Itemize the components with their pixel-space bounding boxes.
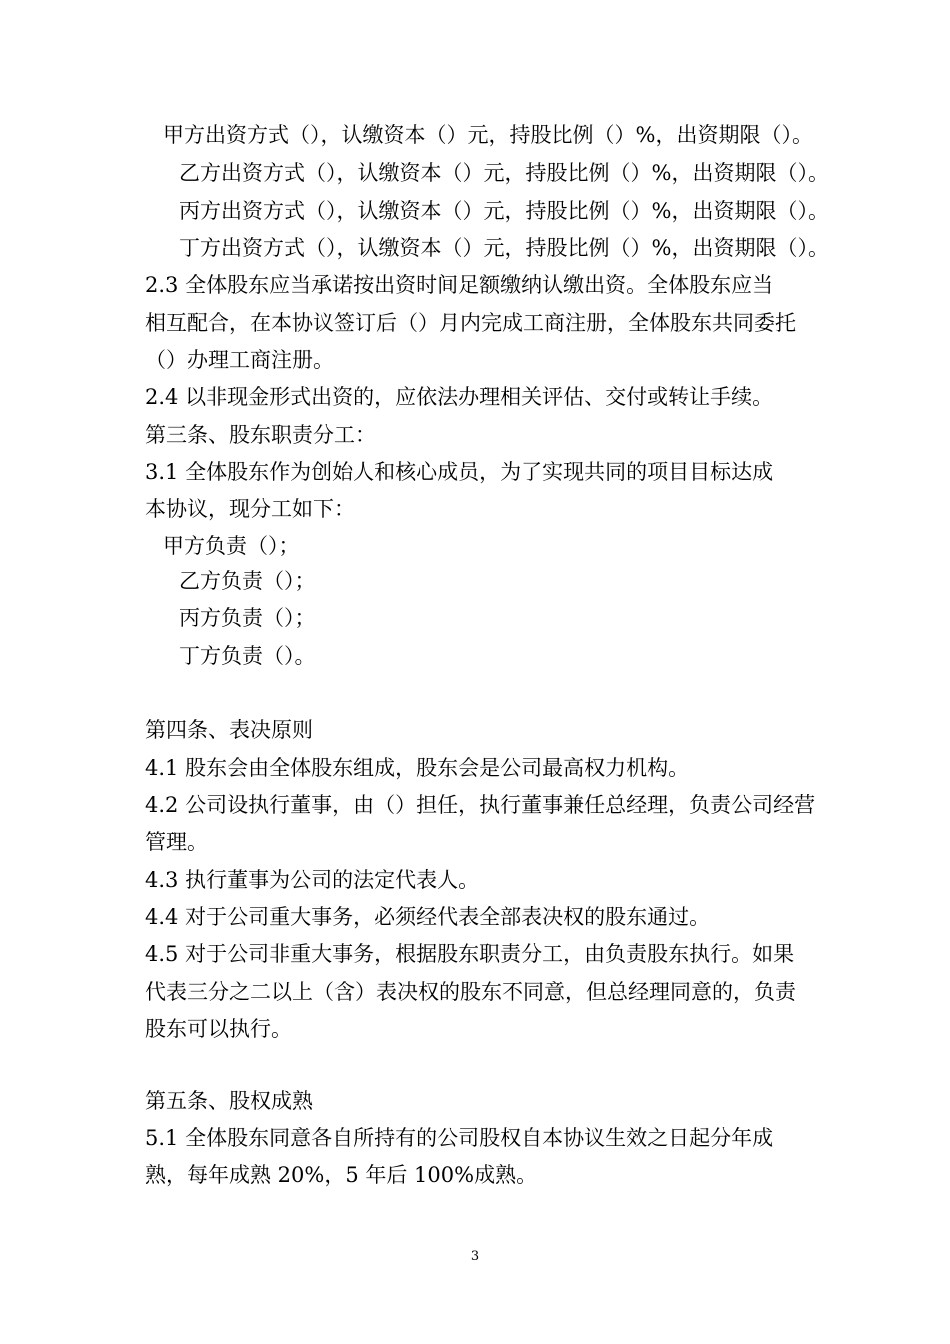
text-line-party-a-duty: 甲方负责（）； (163, 534, 300, 558)
text-line-party-a-contribution: 甲方出资方式（），认缴资本（）元，持股比例（）%，出资期限（）。 (163, 123, 813, 147)
text-line-clause-5-1: 5.1 全体股东同意各自所持有的公司股权自本协议生效之日起分年成 (145, 1126, 774, 1150)
text-line-clause-4-5-cont-2: 股东可以执行。 (145, 1017, 292, 1041)
page-number: 3 (470, 1249, 480, 1264)
text-line-party-b-contribution: 乙方出资方式（），认缴资本（）元，持股比例（）%，出资期限（）。 (179, 161, 829, 185)
text-line-clause-4-1: 4.1 股东会由全体股东组成，股东会是公司最高权力机构。 (145, 756, 690, 780)
text-line-clause-2-4: 2.4 以非现金形式出资的，应依法办理相关评估、交付或转让手续。 (145, 385, 774, 409)
section-heading-article-4: 第四条、表决原则 (145, 718, 313, 742)
text-line-clause-4-2-cont: 管理。 (145, 830, 208, 854)
text-line-party-c-contribution: 丙方出资方式（），认缴资本（）元，持股比例（）%，出资期限（）。 (179, 199, 829, 223)
text-line-clause-4-3: 4.3 执行董事为公司的法定代表人。 (145, 868, 480, 892)
text-line-clause-2-3-cont-2: （）办理工商注册。 (145, 348, 334, 372)
text-line-party-c-duty: 丙方负责（）； (179, 606, 316, 630)
section-heading-article-5: 第五条、股权成熟 (145, 1089, 313, 1113)
text-line-clause-4-4: 4.4 对于公司重大事务，必须经代表全部表决权的股东通过。 (145, 905, 711, 929)
text-line-clause-4-2: 4.2 公司设执行董事，由（）担任，执行董事兼任总经理，负责公司经营 (145, 793, 816, 817)
section-heading-article-3: 第三条、股东职责分工： (145, 423, 376, 447)
text-line-party-d-duty: 丁方负责（）。 (179, 644, 316, 668)
text-line-clause-2-3-cont-1: 相互配合，在本协议签订后（）月内完成工商注册，全体股东共同委托 (145, 311, 796, 335)
text-line-party-d-contribution: 丁方出资方式（），认缴资本（）元，持股比例（）%，出资期限（）。 (179, 236, 829, 260)
text-line-clause-3-1: 3.1 全体股东作为创始人和核心成员，为了实现共同的项目目标达成 (145, 460, 774, 484)
text-line-party-b-duty: 乙方负责（）； (179, 569, 316, 593)
text-line-clause-3-1-cont: 本协议，现分工如下： (145, 497, 355, 521)
text-line-clause-4-5: 4.5 对于公司非重大事务，根据股东职责分工，由负责股东执行。如果 (145, 942, 795, 966)
text-line-clause-4-5-cont-1: 代表三分之二以上（含）表决权的股东不同意，但总经理同意的，负责 (145, 980, 796, 1004)
text-line-clause-2-3: 2.3 全体股东应当承诺按出资时间足额缴纳认缴出资。全体股东应当 (145, 273, 774, 297)
text-line-clause-5-1-cont: 熟，每年成熟 20%，5 年后 100%成熟。 (145, 1163, 538, 1187)
